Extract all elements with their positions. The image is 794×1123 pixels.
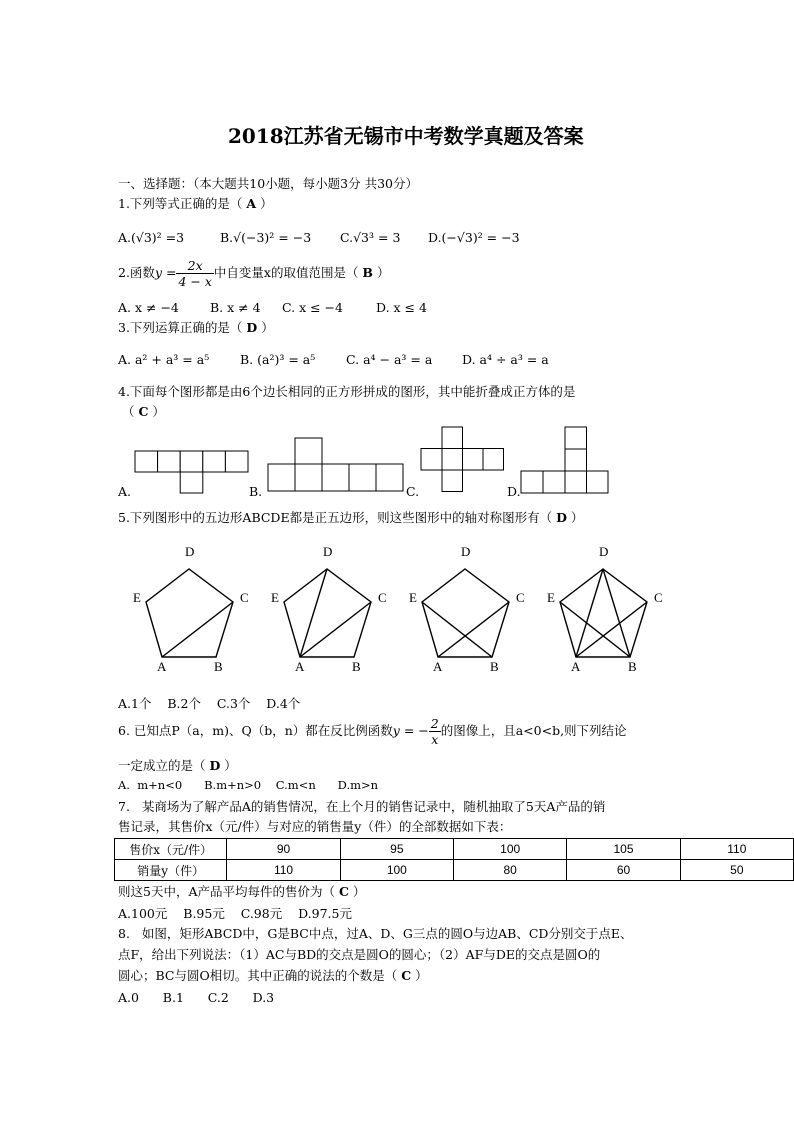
question-6-answer: D bbox=[209, 758, 221, 773]
cube-net-c bbox=[421, 427, 507, 495]
vertex-label-e: E bbox=[547, 590, 555, 605]
question-6-line2: 一定成立的是（ D ） bbox=[118, 758, 237, 773]
question-2: 2.函数y = $\frac{2x}{4 - x}$ 中自变量x的取值范围是（ B ） bbox=[118, 258, 390, 289]
table-cell: 50 bbox=[680, 860, 793, 881]
question-8-options: A.0 B.1 C.2 D.3 bbox=[118, 990, 275, 1005]
question-1-answer: A bbox=[246, 196, 257, 211]
vertex-label-c: C bbox=[240, 590, 249, 605]
cube-net-a bbox=[135, 451, 235, 496]
table-cell: 60 bbox=[567, 860, 680, 881]
pentagon-figure-2 bbox=[268, 540, 398, 675]
vertex-label-a: A bbox=[571, 659, 581, 674]
table-cell: 90 bbox=[227, 839, 340, 860]
table-cell: 110 bbox=[227, 860, 340, 881]
vertex-label-b: B bbox=[352, 659, 361, 674]
question-1-option-a: A.(√3)² =3 bbox=[118, 230, 185, 245]
vertex-label-d: D bbox=[323, 544, 333, 559]
question-4-answer: C bbox=[138, 404, 149, 419]
question-4-label-b: B. bbox=[249, 484, 263, 499]
pentagon-figure-1 bbox=[130, 540, 260, 675]
question-3-option-c: C. a⁴ − a³ = a bbox=[346, 352, 433, 367]
question-6-fraction: $\frac{2}{x}$ bbox=[430, 716, 439, 747]
table-row-header: 销量y（件） bbox=[115, 860, 227, 881]
question-1-stem: 1.下列等式正确的是（ bbox=[118, 196, 247, 211]
question-7-answer: C bbox=[338, 884, 349, 899]
question-3-option-a: A. a² + a³ = a⁵ bbox=[118, 352, 210, 367]
question-4-answer-line: （ C ） bbox=[122, 404, 165, 419]
question-5-stem: 5.下列图形中的五边形ABCDE都是正五边形，则这些图形中的轴对称图形有（ bbox=[118, 510, 557, 525]
table-cell: 100 bbox=[454, 839, 567, 860]
question-6-stem-pre: 6. 已知点P（a，m)、Q（b，n）都在反比例函数 bbox=[118, 723, 393, 738]
vertex-label-a: A bbox=[295, 659, 305, 674]
vertex-label-b: B bbox=[490, 659, 499, 674]
cube-net-a-extra bbox=[225, 451, 250, 476]
question-3-stem: 3.下列运算正确的是（ bbox=[118, 320, 247, 335]
question-2-stem-post: 中自变量x的取值范围是（ bbox=[213, 265, 363, 280]
question-1: 1.下列等式正确的是（ A ） bbox=[118, 196, 273, 211]
cube-net-d bbox=[521, 427, 611, 495]
table-cell: 105 bbox=[567, 839, 680, 860]
question-6-func-y: y = − bbox=[392, 723, 429, 738]
question-6-options: A. m+n<0 B.m+n>0 C.m<n D.m>n bbox=[118, 778, 379, 792]
section-heading: 一、选择题：（本大题共10小题，每小题3分 共30分） bbox=[118, 176, 418, 191]
question-8-line3: 圆心；BC与圆O相切。其中正确的说法的个数是（ C ） bbox=[118, 968, 428, 983]
question-3-option-d: D. a⁴ ÷ a³ = a bbox=[462, 352, 549, 367]
sales-table bbox=[114, 838, 794, 881]
question-8-answer: C bbox=[401, 968, 412, 983]
table-row bbox=[115, 839, 794, 860]
question-2-option-c: C. x ≤ −4 bbox=[282, 300, 343, 315]
vertex-label-b: B bbox=[628, 659, 637, 674]
vertex-label-b: B bbox=[214, 659, 223, 674]
question-7-options: A.100元 B.95元 C.98元 D.97.5元 bbox=[118, 906, 352, 921]
question-3-option-b: B. (a²)³ = a⁵ bbox=[240, 352, 316, 367]
question-5-answer: D bbox=[556, 510, 567, 525]
question-8-line2: 点F，给出下列说法：（1）AC与BD的交点是圆O的圆心；（2）AF与DE的交点是圆O的 bbox=[118, 947, 601, 962]
cube-net-b bbox=[268, 438, 408, 496]
table-cell: 100 bbox=[340, 860, 453, 881]
question-4-label-d: D. bbox=[507, 484, 521, 499]
question-7-line3: 则这5天中，A产品平均每件的售价为（ C ） bbox=[118, 884, 366, 899]
vertex-label-c: C bbox=[516, 590, 525, 605]
table-cell: 110 bbox=[680, 839, 793, 860]
question-2-func-y: y = bbox=[154, 265, 177, 280]
vertex-label-e: E bbox=[409, 590, 417, 605]
question-5-options: A.1个 B.2个 C.3个 D.4个 bbox=[118, 696, 301, 711]
pentagon-figure-3 bbox=[406, 540, 536, 675]
question-5: 5.下列图形中的五边形ABCDE都是正五边形，则这些图形中的轴对称图形有（ D ） bbox=[118, 510, 584, 525]
vertex-label-e: E bbox=[271, 590, 279, 605]
table-row bbox=[115, 860, 794, 881]
vertex-label-d: D bbox=[461, 544, 471, 559]
question-2-stem-pre: 2.函数 bbox=[118, 265, 155, 280]
page-title: 2018江苏省无锡市中考数学真题及答案 bbox=[228, 124, 584, 148]
table-cell: 95 bbox=[340, 839, 453, 860]
question-2-answer: B bbox=[362, 265, 373, 280]
question-6 bbox=[118, 716, 627, 747]
question-1-option-b: B.√(−3)² = −3 bbox=[220, 230, 312, 245]
question-7-line2: 售记录，其售价x（元/件）与对应的销售量y（件）的全部数据如下表： bbox=[118, 819, 512, 834]
question-4-stem: 4.下面每个图形都是由6个边长相同的正方形拼成的图形，其中能折叠成正方体的是 bbox=[118, 384, 576, 399]
question-2-option-b: B. x ≠ 4 bbox=[210, 300, 261, 315]
question-7-line1: 7. 某商场为了解产品A的销售情况，在上个月的销售记录中，随机抽取了5天A产品的销 bbox=[118, 799, 606, 814]
question-1-option-c: C.√3³ = 3 bbox=[340, 230, 401, 245]
vertex-label-c: C bbox=[654, 590, 663, 605]
vertex-label-c: C bbox=[378, 590, 387, 605]
question-2-option-d: D. x ≤ 4 bbox=[376, 300, 427, 315]
question-8-line1: 8. 如图，矩形ABCD中，G是BC中点，过A、D、G三点的圆O与边AB、CD分别交于点E、 bbox=[118, 926, 633, 941]
table-cell: 80 bbox=[454, 860, 567, 881]
question-2-option-a: A. x ≠ −4 bbox=[118, 300, 179, 315]
question-4-label-c: C. bbox=[406, 484, 420, 499]
vertex-label-d: D bbox=[185, 544, 195, 559]
question-1-option-d: D.(−√3)² = −3 bbox=[428, 230, 520, 245]
vertex-label-a: A bbox=[157, 659, 167, 674]
table-row-header: 售价x（元/件） bbox=[115, 839, 227, 860]
question-6-stem-post: 的图像上，且a<0<b,则下列结论 bbox=[440, 723, 627, 738]
question-3: 3.下列运算正确的是（ D ） bbox=[118, 320, 274, 335]
question-2-fraction: $\frac{2x}{4 - x}$ bbox=[178, 258, 212, 289]
question-4-label-a: A. bbox=[118, 484, 132, 499]
vertex-label-a: A bbox=[433, 659, 443, 674]
vertex-label-d: D bbox=[599, 544, 609, 559]
question-3-answer: D bbox=[246, 320, 258, 335]
pentagon-figure-4 bbox=[544, 540, 674, 675]
vertex-label-e: E bbox=[133, 590, 141, 605]
